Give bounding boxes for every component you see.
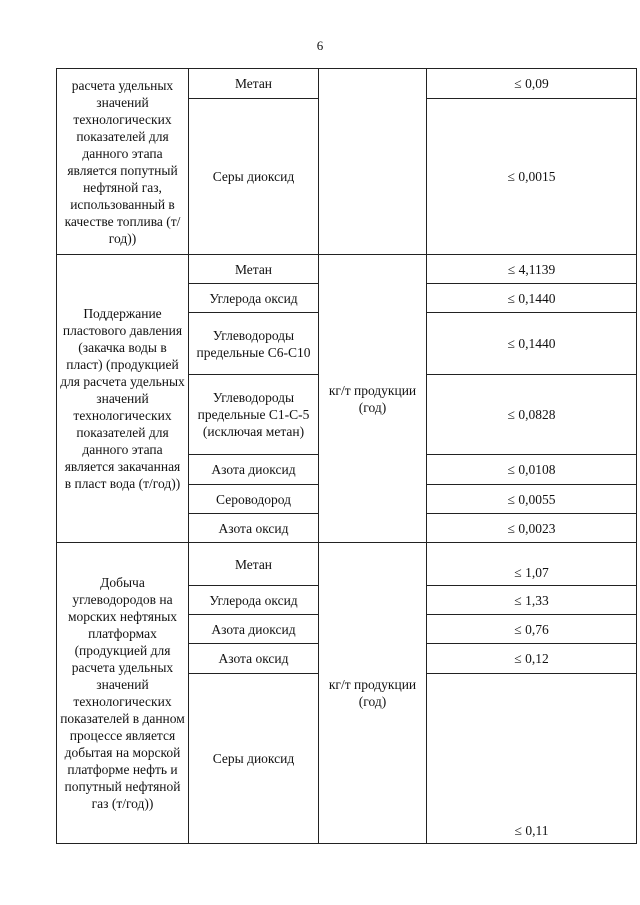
emissions-table bbox=[56, 68, 637, 844]
value-cell: ≤ 1,07 bbox=[427, 543, 637, 586]
process-description: Добыча углеводородов на морских нефтяных платформах (продукцией для расчета удельных значений технологических показателей в данном процессе является добытая на морской платформе нефть и попутный нефтяной газ (т/год)) bbox=[57, 543, 189, 844]
substance-cell: Углерода оксид bbox=[189, 586, 319, 615]
value-cell: ≤ 0,12 bbox=[427, 644, 637, 674]
substance-cell: Метан bbox=[189, 69, 319, 99]
substance-cell: Серы диоксид bbox=[189, 99, 319, 255]
substance-cell: Углеводороды предельные С6-С10 bbox=[189, 313, 319, 375]
substance-cell: Метан bbox=[189, 255, 319, 284]
value-cell: ≤ 0,1440 bbox=[427, 284, 637, 313]
page-number: 6 bbox=[316, 38, 324, 53]
unit-cell bbox=[319, 69, 427, 255]
substance-cell: Серы диоксид bbox=[189, 674, 319, 844]
value-cell: ≤ 4,1139 bbox=[427, 255, 637, 284]
value-cell: ≤ 0,1440 bbox=[427, 313, 637, 375]
value-cell: ≤ 1,33 bbox=[427, 586, 637, 615]
substance-cell: Метан bbox=[189, 543, 319, 586]
value-cell: ≤ 0,0055 bbox=[427, 485, 637, 514]
unit-cell: кг/т продукции (год) bbox=[319, 543, 427, 844]
substance-cell: Азота диоксид bbox=[189, 615, 319, 644]
substance-cell: Сероводород bbox=[189, 485, 319, 514]
value-cell: ≤ 0,0108 bbox=[427, 455, 637, 485]
value-cell: ≤ 0,0828 bbox=[427, 375, 637, 455]
substance-cell: Азота оксид bbox=[189, 644, 319, 674]
substance-cell: Азота диоксид bbox=[189, 455, 319, 485]
substance-cell: Азота оксид bbox=[189, 514, 319, 543]
substance-cell: Углерода оксид bbox=[189, 284, 319, 313]
process-description: расчета удельных значений технологических показателей для данного этапа является попутный нефтяной газ, использованный в качестве топлива (т/год)) bbox=[57, 69, 189, 255]
table-row bbox=[57, 255, 637, 284]
value-cell: ≤ 0,0023 bbox=[427, 514, 637, 543]
value-cell: ≤ 0,76 bbox=[427, 615, 637, 644]
substance-cell: Углеводороды предельные С1-С-5 (исключая метан) bbox=[189, 375, 319, 455]
table-row bbox=[57, 543, 637, 586]
value-cell: ≤ 0,09 bbox=[427, 69, 637, 99]
process-description: Поддержание пластового давления (закачка воды в пласт) (продукцией для расчета удельных значений технологических показателей для данного этапа является закачанная в пласт вода (т/год)) bbox=[57, 255, 189, 543]
unit-cell: кг/т продукции (год) bbox=[319, 255, 427, 543]
value-cell: ≤ 0,0015 bbox=[427, 99, 637, 255]
table-row bbox=[57, 69, 637, 99]
value-cell: ≤ 0,11 bbox=[427, 674, 637, 844]
